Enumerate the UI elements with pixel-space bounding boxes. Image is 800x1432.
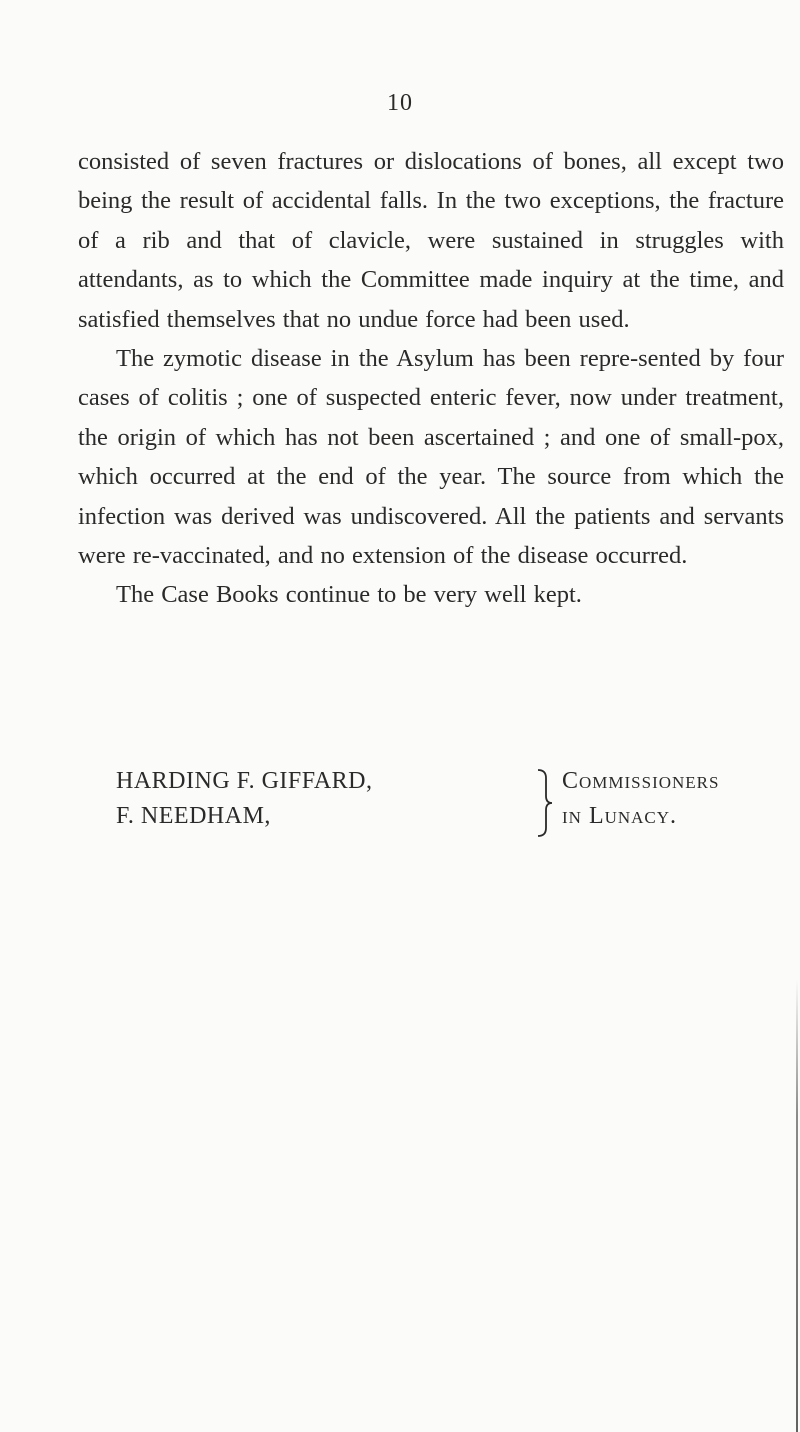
paragraph-continuation: consisted of seven fractures or dislocations of bones, all except two being the result of accidental falls. In the two exceptions, the fracture of a rib and that of clavicle, were sustained in struggles with attendants, as to which the Committee made inquiry at the time, and satisfied themselves that no undue force had been used. [78,148,784,333]
signatory-name: F. NEEDHAM, [116,803,271,829]
signatory-titles [562,764,719,834]
signatory-name: HARDING F. GIFFARD, [116,768,373,794]
body-text [78,142,784,615]
page-number: 10 [387,90,413,116]
signature-block [116,764,796,844]
signatory-names [116,764,373,834]
page-edge-shadow [796,980,798,1432]
signatory-title: Commissioners [562,768,720,794]
right-brace-icon [534,768,554,838]
paragraph-case-books: The Case Books continue to be very well kept. [116,581,582,609]
signatory-title: in Lunacy. [562,803,678,829]
paragraph-zymotic-disease: The zymotic disease in the Asylum has been repre-sented by four cases of colitis ; one of suspected enteric fever, now under treatment, the origin of which has not been ascertained ; and one of small-pox, which occurred at the end of the year. The source from which the infection was derived was undiscovered. All the patients and servants were re-vaccinated, and no extension of the disease occurred. [78,345,784,570]
